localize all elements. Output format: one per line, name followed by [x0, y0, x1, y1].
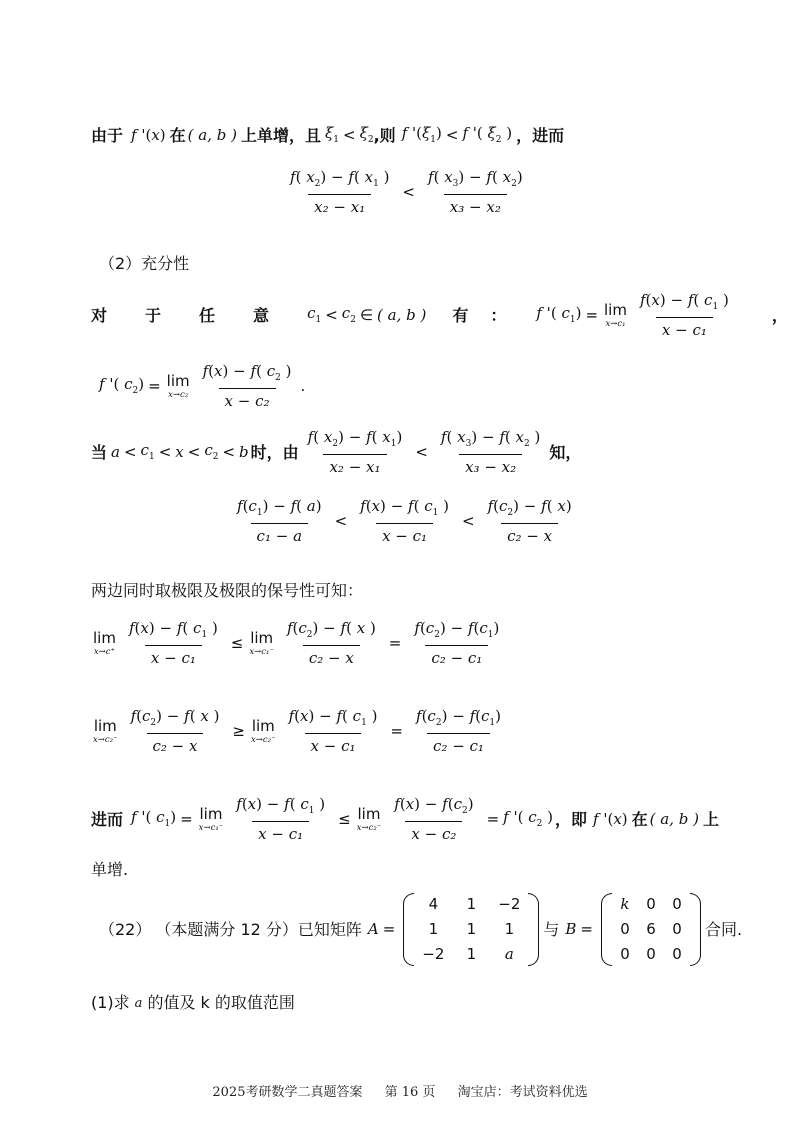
fraction: $\frac{f(c_2) - f(c_1)}{\text{c₂ − c₁}}$ [414, 619, 500, 667]
limit: lim x→c₂ [166, 371, 190, 400]
math-b: b [239, 443, 249, 461]
fraction: $\frac{f(c_2) - f( x )}{\text{c₂ − x}}$ [130, 707, 220, 755]
text: 上单增，且 [241, 125, 322, 145]
op-eq: = [390, 722, 403, 740]
line-monotone-end [91, 862, 128, 878]
matrix-b-cell: 0 [620, 945, 630, 963]
math-interval: ( a, b ) [649, 810, 699, 828]
fraction: $\frac{f(c_2) - f( x )}{\text{c₂ − x}}$ [286, 619, 376, 667]
op-eq: = [486, 810, 500, 828]
math-A: A [367, 920, 379, 938]
text: ： [490, 305, 507, 325]
math-interval: ( a, b ) [377, 306, 427, 324]
question-22 [99, 893, 742, 966]
math-a: a [134, 995, 143, 1011]
text: 于 [145, 305, 162, 325]
section-title: （2）充分性 [99, 254, 190, 273]
op-lt: < [222, 443, 236, 461]
text: 由于 [91, 125, 124, 145]
matrix-a-cell: 1 [504, 920, 515, 938]
text: 上 [702, 809, 719, 829]
fraction: $\frac{f(x) - f( c_1 )}{\text{x − c₁}}$ [360, 497, 449, 545]
text: ，即 [554, 809, 587, 829]
limit: lim x→c₁⁻ [249, 628, 274, 657]
footer-shop: 淘宝店：考试资料优选 [457, 1085, 588, 1100]
matrix-b-cell: 0 [672, 945, 682, 963]
op-lt: < [445, 126, 459, 144]
text: 进而 [91, 809, 124, 829]
fraction: $\frac{f( x_2) - f( x_1)}{\text{x₂ − x₁}}$ [307, 428, 403, 476]
matrix-b-cell: 0 [646, 895, 656, 913]
math-fprime-c2: f '( $c_2$) [99, 375, 145, 396]
line-fprime-c2 [99, 364, 305, 409]
line-when [91, 430, 581, 475]
fraction: $\frac{f( x_3) - f( x_2)}{\text{x₃ − x₂}}$ [428, 168, 523, 216]
fraction: $\frac{f(x) - f(c_2)}{\text{x − c₂}}$ [394, 795, 474, 843]
matrix-b-cell: k [620, 895, 630, 913]
math-fprime: f '(x) [131, 126, 166, 144]
math-xi2: $\xi_2$ [359, 124, 374, 145]
op-lt: < [187, 443, 201, 461]
matrix-a-cell: a [504, 945, 514, 963]
text: 的值及 k 的取值范围 [147, 993, 295, 1012]
math-chain: a [111, 443, 120, 461]
text: 有 [452, 305, 469, 325]
text: 对 [91, 305, 108, 325]
matrix-a-cell: 1 [466, 945, 477, 963]
text: 当 [91, 442, 108, 462]
text: 与 [543, 919, 560, 939]
math-interval: ( a, b ) [187, 126, 237, 144]
math-c1: $c_1$ [140, 441, 155, 462]
period: . [300, 377, 306, 395]
footer-title: 2025考研数学二真题答案 [212, 1085, 363, 1100]
matrix-b-cell: 0 [672, 920, 682, 938]
text: 意 [253, 305, 270, 325]
matrix-b [601, 893, 701, 966]
op-eq: = [585, 306, 599, 324]
op-lt: < [325, 306, 338, 324]
question-number: （22） [99, 919, 152, 939]
matrix-a-cell: 1 [466, 895, 477, 913]
matrix-b-cell: 0 [672, 895, 682, 913]
text: (1)求 [91, 993, 130, 1012]
matrix-a-cell: 1 [428, 920, 439, 938]
line-monotone-statement [91, 126, 564, 145]
math-x: x [175, 443, 184, 461]
limit: lim x→c₁⁻ [198, 804, 224, 833]
line-for-any [91, 293, 788, 338]
limit: lim x→c₁ [604, 300, 627, 329]
math-fprime-xi1: f '$(\xi_1)$ [401, 124, 442, 145]
op-lt: < [415, 443, 428, 461]
page-footer [0, 1081, 800, 1100]
text: 合同. [704, 919, 743, 939]
fraction: $\frac{f( x_3) - f( x_2 )}{\text{x₃ − x₂}}$ [440, 428, 541, 476]
section-heading [99, 256, 189, 272]
math-c2: $c_2$ [204, 441, 219, 462]
op-eq: = [148, 377, 161, 395]
text: ，进而 [516, 125, 565, 145]
text: 在 [631, 809, 648, 829]
text: 时，由 [250, 442, 299, 462]
matrix-b-cell: 6 [646, 920, 656, 938]
math-xi-compare: $\xi_1$ [325, 124, 340, 145]
op-le: ≤ [230, 634, 244, 652]
matrix-b-cell: 0 [620, 920, 630, 938]
text: 两边同时取极限及极限的保号性可知： [91, 581, 364, 600]
op-lt: < [462, 512, 475, 530]
math-fprime-c2: f '( $c_2$ ) [503, 808, 553, 829]
fraction: $\frac{f(x) - f( c_1 )}{\text{x − c₁}}$ [236, 795, 326, 843]
op-lt: < [123, 443, 137, 461]
fraction: $\frac{f(x) - f( c_1 )}{\text{x − c₁}}$ [639, 291, 729, 339]
line-limit-property [91, 583, 363, 599]
op-le: ≤ [338, 810, 351, 828]
op-lt: < [343, 126, 356, 144]
footer-page: 第 16 页 [384, 1085, 436, 1100]
matrix-a [403, 893, 539, 966]
limit: lim x→c⁺ [93, 628, 116, 657]
limit: lim x→c₂⁻ [93, 716, 118, 745]
fraction: $\frac{f( x_2) - f( x_1 )}{\text{x₂ − x₁}}$ [290, 168, 390, 216]
fraction: $\frac{f(c_2) - f( x)}{\text{c₂ − x}}$ [487, 497, 572, 545]
matrix-b-cell: 0 [646, 945, 656, 963]
op-lt: < [158, 443, 172, 461]
line-conclusion [91, 797, 719, 842]
text: 单增. [91, 860, 129, 879]
text: 在 [169, 125, 186, 145]
op-lt: < [334, 512, 348, 530]
formula-limit-1 [91, 621, 508, 666]
text: ， [771, 305, 788, 325]
matrix-a-cell: −2 [498, 895, 521, 913]
math-B: B [565, 920, 577, 938]
fraction: $\frac{f(c_1) - f( a)}{\text{c₁ − a}}$ [237, 497, 322, 545]
formula-slope-inequality [281, 170, 532, 215]
text: ,则 [373, 125, 396, 145]
fraction: $\frac{f(x) - f( c_1 )}{\text{x − c₁}}$ [288, 707, 378, 755]
op-eq: = [580, 920, 593, 938]
math-fprime-c1: f '( $c_1$) [131, 808, 177, 829]
formula-three-slopes [228, 499, 581, 544]
formula-limit-2 [91, 709, 510, 754]
limit: lim x→c₂⁻ [251, 716, 276, 745]
text: 知， [549, 442, 582, 462]
math-fprime-c1: f '( $c_1$) [536, 304, 582, 325]
matrix-a-cell: 4 [428, 895, 439, 913]
op-ge: ≥ [232, 722, 245, 740]
fraction: $\frac{f(x) - f( c_2 )}{\text{x − c₂}}$ [202, 362, 292, 410]
subquestion-1 [91, 995, 295, 1011]
math-fprime-x: f '(x) [593, 810, 628, 828]
op-in: ∈ [359, 306, 373, 324]
matrix-a-cell: 1 [466, 920, 477, 938]
math-c2: $c_2$ [341, 304, 356, 325]
math-fprime-xi2: f '( $\xi_2$ ) [462, 124, 513, 145]
fraction: $\frac{f(c_2) - f(c_1)}{\text{c₂ − c₁}}$ [416, 707, 501, 755]
fraction: $\frac{f(x) - f( c_1 )}{\text{x − c₁}}$ [128, 619, 218, 667]
op-eq: = [382, 920, 396, 938]
op-eq: = [388, 634, 402, 652]
op-lt: < [402, 183, 415, 201]
math-c1-lt-c2: $c_1$ [307, 304, 322, 325]
text: 任 [199, 305, 216, 325]
question-points: （本题满分 12 分）已知矩阵 [155, 919, 362, 939]
limit: lim x→c₂⁻ [356, 804, 382, 833]
op-eq: = [180, 810, 193, 828]
matrix-a-cell: −2 [422, 945, 445, 963]
